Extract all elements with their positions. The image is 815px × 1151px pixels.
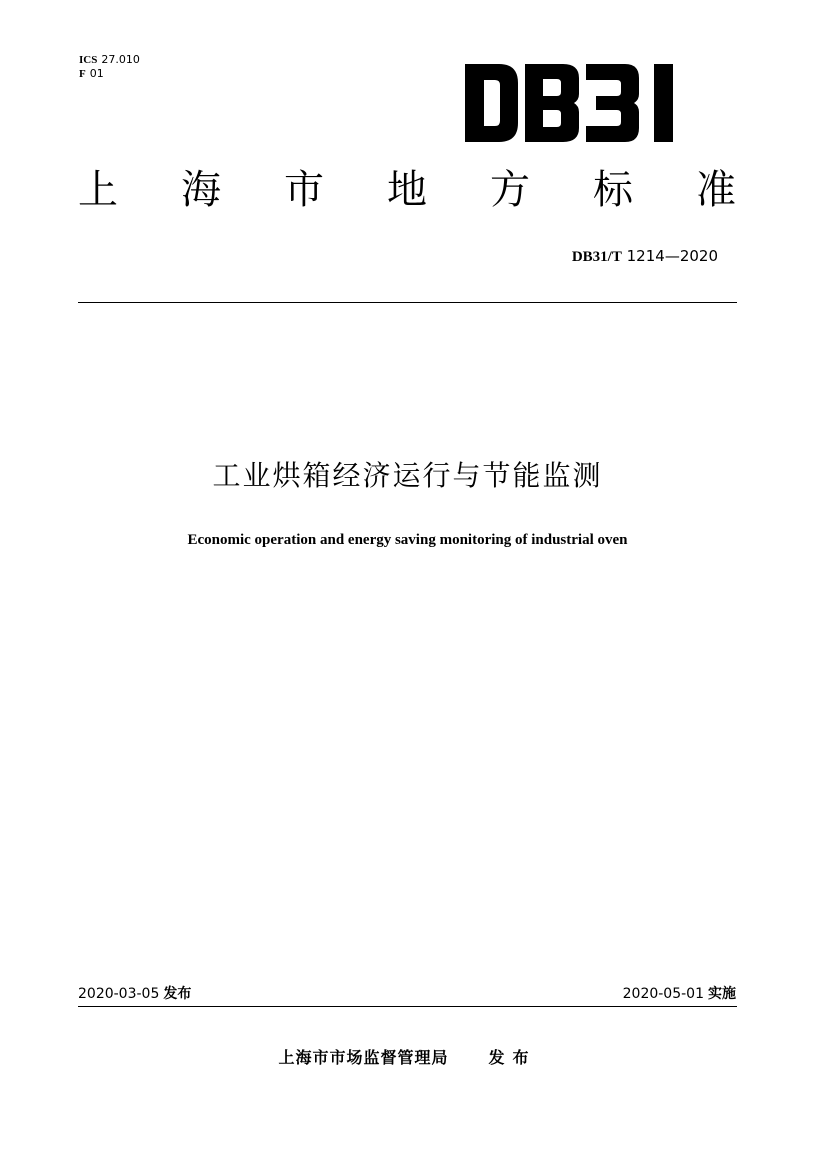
standard-number-prefix: DB31/T <box>571 249 622 265</box>
ics-code-key: ICS <box>79 54 98 66</box>
standard-number <box>572 246 718 267</box>
document-title-english: Economic operation and energy saving monitoring of industrial oven <box>187 532 628 548</box>
heading-char: 地 <box>387 167 427 213</box>
heading-char: 方 <box>490 167 530 213</box>
issuer-action: 发布 <box>488 1048 537 1067</box>
ccs-code-value: 01 <box>89 67 104 80</box>
heading-char: 准 <box>696 167 736 213</box>
bottom-divider <box>78 1006 737 1007</box>
document-title-chinese: 工业烘箱经济运行与节能监测 <box>212 459 603 492</box>
release-date-label: 发布 <box>163 986 192 1002</box>
heading-char: 上 <box>78 167 118 213</box>
top-divider <box>78 302 737 303</box>
release-date <box>78 984 191 1004</box>
issuer-organization: 上海市市场监督管理局 <box>278 1048 449 1067</box>
heading-char: 海 <box>181 167 221 213</box>
standard-number-code: 1214—2020 <box>626 247 718 265</box>
classification-codes <box>79 53 140 81</box>
ccs-code <box>79 67 140 81</box>
implementation-date <box>623 984 736 1004</box>
heading-char: 标 <box>593 167 633 213</box>
db31-logo <box>465 64 690 142</box>
implementation-date-value: 2020-05-01 <box>622 986 704 1002</box>
ics-code-value: 27.010 <box>101 53 140 66</box>
ics-code <box>79 53 140 67</box>
local-standard-heading <box>78 166 736 214</box>
issuing-authority <box>0 1047 815 1069</box>
implementation-date-label: 实施 <box>708 986 736 1002</box>
release-date-value: 2020-03-05 <box>78 986 160 1002</box>
ccs-code-key: F <box>79 68 86 80</box>
heading-char: 市 <box>284 167 324 213</box>
